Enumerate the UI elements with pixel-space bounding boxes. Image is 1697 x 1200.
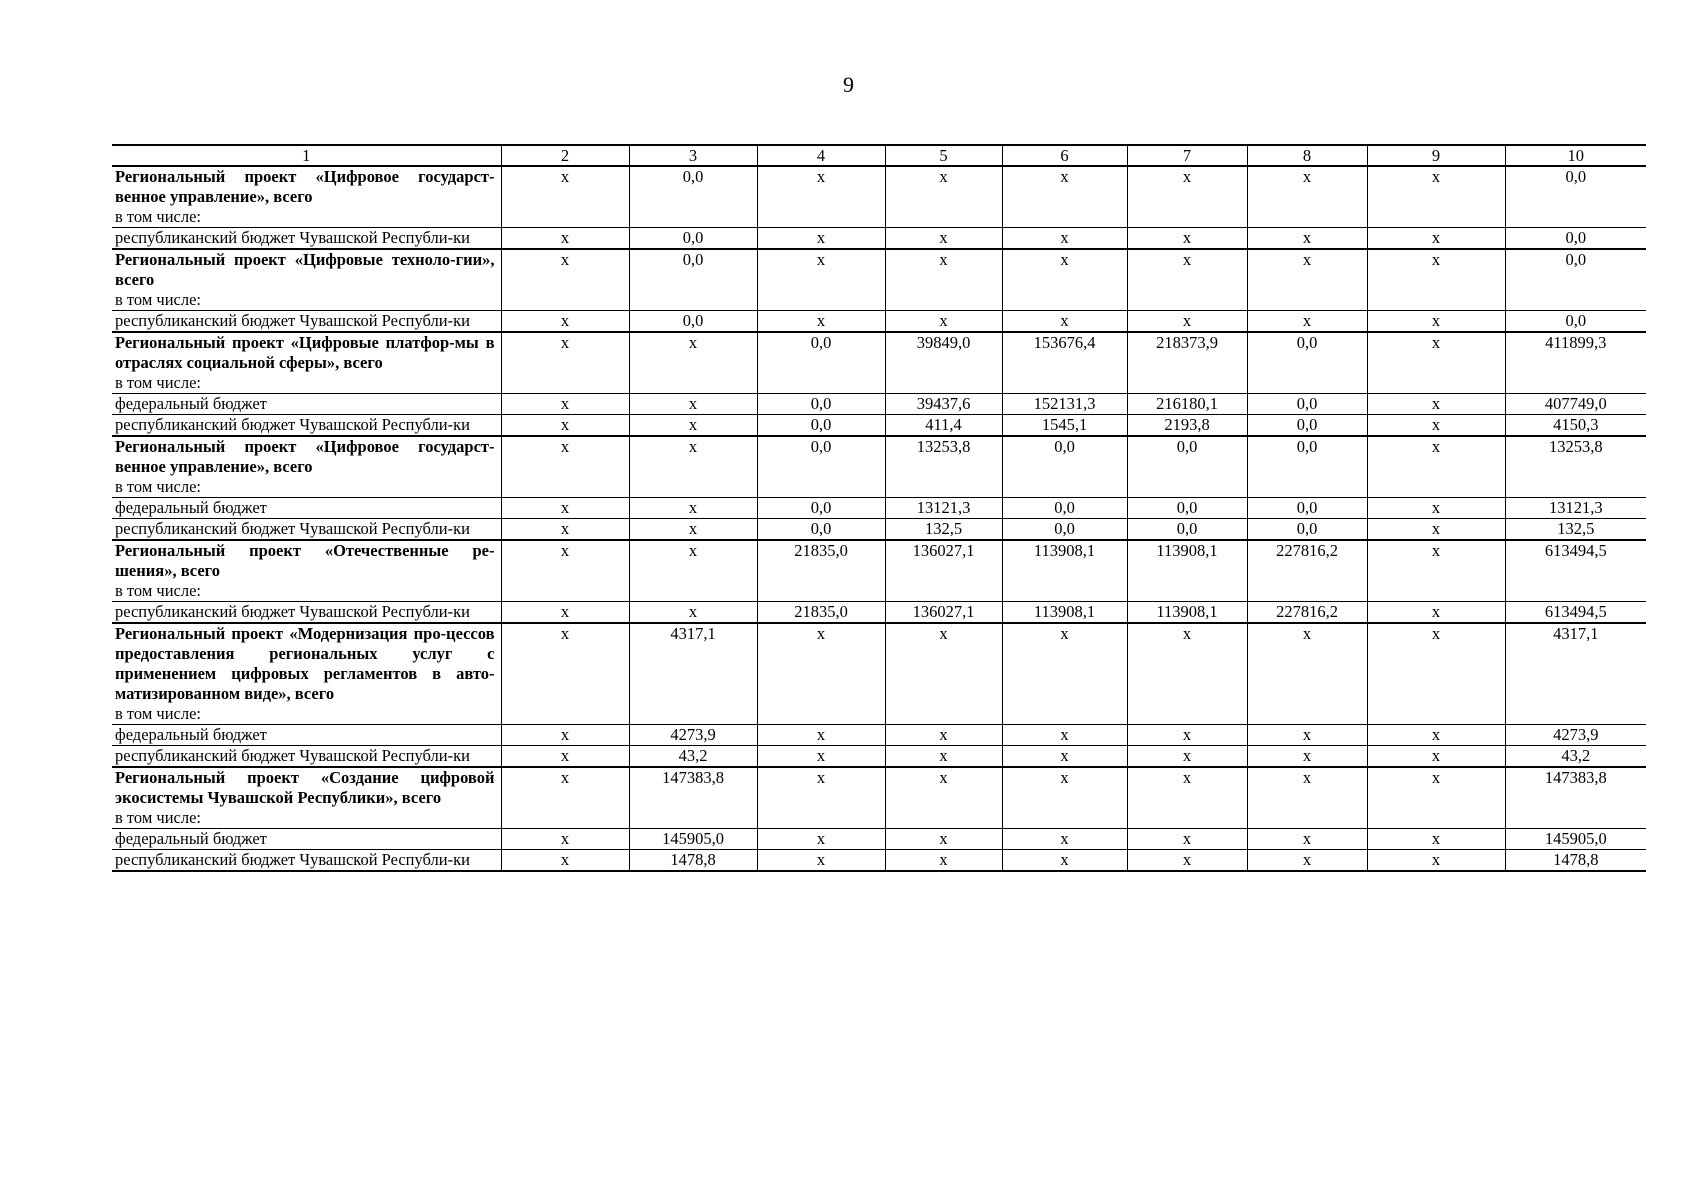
including-note: в том числе: <box>115 373 202 392</box>
column-header-7: 7 <box>1127 145 1247 166</box>
cell-col-9: х <box>1367 311 1505 333</box>
budget-source: республиканский бюджет Чувашской Республи-ки <box>115 415 470 434</box>
cell-col-5: х <box>885 228 1002 250</box>
cell-col-2: х <box>501 767 629 829</box>
cell-col-6: 153676,4 <box>1002 332 1127 394</box>
cell-col-8: х <box>1247 311 1367 333</box>
budget-source: федеральный бюджет <box>115 725 267 744</box>
row-label <box>112 602 501 624</box>
cell-col-9: х <box>1367 394 1505 415</box>
column-header-2: 2 <box>501 145 629 166</box>
cell-col-10: 411899,3 <box>1505 332 1646 394</box>
cell-col-9: х <box>1367 540 1505 602</box>
table-row <box>112 498 1646 519</box>
cell-col-5: х <box>885 746 1002 768</box>
cell-col-6: 113908,1 <box>1002 540 1127 602</box>
cell-col-9: х <box>1367 602 1505 624</box>
cell-col-4: 0,0 <box>757 436 885 498</box>
cell-col-9: х <box>1367 166 1505 228</box>
column-header-8: 8 <box>1247 145 1367 166</box>
cell-col-5: 13121,3 <box>885 498 1002 519</box>
cell-col-10: 4150,3 <box>1505 415 1646 437</box>
cell-col-8: х <box>1247 850 1367 872</box>
cell-col-8: х <box>1247 249 1367 311</box>
cell-col-8: 0,0 <box>1247 498 1367 519</box>
cell-col-4: 21835,0 <box>757 540 885 602</box>
cell-col-6: х <box>1002 850 1127 872</box>
row-label <box>112 540 501 602</box>
cell-col-10: 4273,9 <box>1505 725 1646 746</box>
cell-col-5: х <box>885 166 1002 228</box>
cell-col-3: 0,0 <box>629 249 757 311</box>
budget-table <box>112 144 1646 872</box>
cell-col-2: х <box>501 436 629 498</box>
cell-col-8: 0,0 <box>1247 332 1367 394</box>
row-label <box>112 249 501 311</box>
cell-col-6: х <box>1002 166 1127 228</box>
including-note: в том числе: <box>115 477 202 496</box>
cell-col-9: х <box>1367 623 1505 725</box>
cell-col-3: 0,0 <box>629 228 757 250</box>
including-note: в том числе: <box>115 207 202 226</box>
cell-col-7: х <box>1127 829 1247 850</box>
cell-col-9: х <box>1367 519 1505 541</box>
cell-col-3: х <box>629 540 757 602</box>
cell-col-2: х <box>501 498 629 519</box>
cell-col-5: х <box>885 623 1002 725</box>
cell-col-2: х <box>501 166 629 228</box>
cell-col-3: х <box>629 602 757 624</box>
cell-col-9: х <box>1367 850 1505 872</box>
cell-col-6: 113908,1 <box>1002 602 1127 624</box>
cell-col-8: х <box>1247 725 1367 746</box>
cell-col-10: 1478,8 <box>1505 850 1646 872</box>
cell-col-8: 0,0 <box>1247 519 1367 541</box>
cell-col-4: 0,0 <box>757 394 885 415</box>
budget-source: республиканский бюджет Чувашской Республи-ки <box>115 311 470 330</box>
project-title: Региональный проект «Модернизация про-цессов предоставления региональных услуг с применением цифровых регламентов в авто-матизированном виде», всего <box>115 624 495 703</box>
cell-col-6: х <box>1002 228 1127 250</box>
cell-col-7: х <box>1127 725 1247 746</box>
table-row <box>112 829 1646 850</box>
cell-col-10: 132,5 <box>1505 519 1646 541</box>
cell-col-7: 113908,1 <box>1127 540 1247 602</box>
cell-col-2: х <box>501 602 629 624</box>
cell-col-3: х <box>629 519 757 541</box>
cell-col-7: х <box>1127 228 1247 250</box>
cell-col-10: 13121,3 <box>1505 498 1646 519</box>
table-body <box>112 166 1646 871</box>
cell-col-2: х <box>501 228 629 250</box>
including-note: в том числе: <box>115 808 202 827</box>
cell-col-9: х <box>1367 436 1505 498</box>
cell-col-9: х <box>1367 767 1505 829</box>
column-header-6: 6 <box>1002 145 1127 166</box>
budget-source: федеральный бюджет <box>115 498 267 517</box>
row-label <box>112 829 501 850</box>
cell-col-8: 227816,2 <box>1247 540 1367 602</box>
row-label <box>112 394 501 415</box>
cell-col-7: 113908,1 <box>1127 602 1247 624</box>
cell-col-7: 0,0 <box>1127 498 1247 519</box>
cell-col-10: 147383,8 <box>1505 767 1646 829</box>
table-row <box>112 519 1646 541</box>
cell-col-7: х <box>1127 166 1247 228</box>
cell-col-6: х <box>1002 249 1127 311</box>
cell-col-3: 4317,1 <box>629 623 757 725</box>
cell-col-2: х <box>501 519 629 541</box>
column-header-5: 5 <box>885 145 1002 166</box>
cell-col-2: х <box>501 311 629 333</box>
column-header-3: 3 <box>629 145 757 166</box>
cell-col-5: 411,4 <box>885 415 1002 437</box>
cell-col-3: 0,0 <box>629 311 757 333</box>
project-title: Региональный проект «Цифровые техноло-гии», всего <box>115 250 495 289</box>
cell-col-8: 0,0 <box>1247 394 1367 415</box>
table-row <box>112 228 1646 250</box>
cell-col-5: х <box>885 311 1002 333</box>
row-label <box>112 519 501 541</box>
header-row <box>112 145 1646 166</box>
cell-col-5: х <box>885 249 1002 311</box>
column-header-4: 4 <box>757 145 885 166</box>
page-number: 9 <box>843 72 854 97</box>
cell-col-3: х <box>629 498 757 519</box>
cell-col-5: 39437,6 <box>885 394 1002 415</box>
table-row <box>112 767 1646 829</box>
cell-col-9: х <box>1367 228 1505 250</box>
table-row <box>112 415 1646 437</box>
table-row <box>112 850 1646 872</box>
cell-col-5: 136027,1 <box>885 602 1002 624</box>
cell-col-6: 0,0 <box>1002 498 1127 519</box>
cell-col-10: 613494,5 <box>1505 602 1646 624</box>
table-row <box>112 746 1646 768</box>
cell-col-5: 136027,1 <box>885 540 1002 602</box>
cell-col-8: х <box>1247 829 1367 850</box>
table-row <box>112 436 1646 498</box>
table-row <box>112 394 1646 415</box>
project-title: Региональный проект «Цифровое государст-венное управление», всего <box>115 167 495 206</box>
table-row <box>112 623 1646 725</box>
row-label <box>112 332 501 394</box>
budget-source: республиканский бюджет Чувашской Республи-ки <box>115 850 470 869</box>
column-header-9: 9 <box>1367 145 1505 166</box>
cell-col-7: 216180,1 <box>1127 394 1247 415</box>
cell-col-10: 43,2 <box>1505 746 1646 768</box>
cell-col-7: 0,0 <box>1127 519 1247 541</box>
cell-col-7: х <box>1127 311 1247 333</box>
cell-col-9: х <box>1367 415 1505 437</box>
row-label <box>112 311 501 333</box>
cell-col-4: х <box>757 311 885 333</box>
cell-col-6: 152131,3 <box>1002 394 1127 415</box>
budget-source: республиканский бюджет Чувашской Республи-ки <box>115 228 470 247</box>
cell-col-4: х <box>757 850 885 872</box>
cell-col-3: х <box>629 332 757 394</box>
row-label <box>112 767 501 829</box>
project-title: Региональный проект «Отечественные ре-шения», всего <box>115 541 495 580</box>
cell-col-8: х <box>1247 746 1367 768</box>
cell-col-4: х <box>757 725 885 746</box>
cell-col-8: 0,0 <box>1247 415 1367 437</box>
row-label <box>112 166 501 228</box>
cell-col-3: х <box>629 394 757 415</box>
cell-col-8: 227816,2 <box>1247 602 1367 624</box>
cell-col-7: х <box>1127 767 1247 829</box>
table-row <box>112 602 1646 624</box>
cell-col-2: х <box>501 746 629 768</box>
row-label <box>112 623 501 725</box>
cell-col-10: 613494,5 <box>1505 540 1646 602</box>
table-row <box>112 249 1646 311</box>
cell-col-9: х <box>1367 498 1505 519</box>
cell-col-7: х <box>1127 850 1247 872</box>
cell-col-9: х <box>1367 746 1505 768</box>
cell-col-9: х <box>1367 249 1505 311</box>
cell-col-4: х <box>757 166 885 228</box>
cell-col-2: х <box>501 249 629 311</box>
cell-col-6: х <box>1002 767 1127 829</box>
cell-col-6: 0,0 <box>1002 436 1127 498</box>
cell-col-5: х <box>885 725 1002 746</box>
table-row <box>112 332 1646 394</box>
budget-source: республиканский бюджет Чувашской Республи-ки <box>115 519 470 538</box>
cell-col-3: 43,2 <box>629 746 757 768</box>
cell-col-2: х <box>501 850 629 872</box>
cell-col-6: х <box>1002 725 1127 746</box>
cell-col-5: 13253,8 <box>885 436 1002 498</box>
cell-col-7: 2193,8 <box>1127 415 1247 437</box>
cell-col-7: х <box>1127 249 1247 311</box>
cell-col-5: х <box>885 829 1002 850</box>
budget-source: федеральный бюджет <box>115 829 267 848</box>
row-label <box>112 498 501 519</box>
cell-col-9: х <box>1367 332 1505 394</box>
cell-col-5: 132,5 <box>885 519 1002 541</box>
cell-col-8: х <box>1247 166 1367 228</box>
cell-col-3: 0,0 <box>629 166 757 228</box>
cell-col-7: х <box>1127 623 1247 725</box>
table-row <box>112 725 1646 746</box>
cell-col-7: х <box>1127 746 1247 768</box>
cell-col-2: х <box>501 623 629 725</box>
cell-col-5: х <box>885 850 1002 872</box>
cell-col-6: х <box>1002 829 1127 850</box>
cell-col-4: 21835,0 <box>757 602 885 624</box>
cell-col-7: 0,0 <box>1127 436 1247 498</box>
cell-col-5: х <box>885 767 1002 829</box>
row-label <box>112 850 501 872</box>
cell-col-9: х <box>1367 829 1505 850</box>
budget-source: республиканский бюджет Чувашской Республи-ки <box>115 602 470 621</box>
cell-col-4: х <box>757 767 885 829</box>
cell-col-2: х <box>501 725 629 746</box>
cell-col-3: 147383,8 <box>629 767 757 829</box>
cell-col-10: 407749,0 <box>1505 394 1646 415</box>
cell-col-6: х <box>1002 746 1127 768</box>
cell-col-4: х <box>757 829 885 850</box>
cell-col-4: х <box>757 746 885 768</box>
table-row <box>112 166 1646 228</box>
cell-col-4: х <box>757 623 885 725</box>
cell-col-7: 218373,9 <box>1127 332 1247 394</box>
project-title: Региональный проект «Цифровые платфор-мы в отраслях социальной сферы», всего <box>115 333 495 372</box>
cell-col-2: х <box>501 394 629 415</box>
cell-col-3: 145905,0 <box>629 829 757 850</box>
table-row <box>112 540 1646 602</box>
cell-col-3: 1478,8 <box>629 850 757 872</box>
cell-col-8: х <box>1247 228 1367 250</box>
project-title: Региональный проект «Создание цифровой экосистемы Чувашской Республики», всего <box>115 768 495 807</box>
row-label <box>112 228 501 250</box>
cell-col-10: 0,0 <box>1505 166 1646 228</box>
cell-col-6: 0,0 <box>1002 519 1127 541</box>
budget-source: федеральный бюджет <box>115 394 267 413</box>
cell-col-10: 0,0 <box>1505 311 1646 333</box>
project-title: Региональный проект «Цифровое государст-венное управление», всего <box>115 437 495 476</box>
table-row <box>112 311 1646 333</box>
budget-source: республиканский бюджет Чувашской Республи-ки <box>115 746 470 765</box>
cell-col-9: х <box>1367 725 1505 746</box>
including-note: в том числе: <box>115 290 202 309</box>
column-header-10: 10 <box>1505 145 1646 166</box>
cell-col-4: 0,0 <box>757 519 885 541</box>
cell-col-3: 4273,9 <box>629 725 757 746</box>
cell-col-2: х <box>501 829 629 850</box>
cell-col-2: х <box>501 540 629 602</box>
column-header-1: 1 <box>112 145 501 166</box>
cell-col-4: 0,0 <box>757 415 885 437</box>
cell-col-10: 0,0 <box>1505 249 1646 311</box>
cell-col-3: х <box>629 415 757 437</box>
cell-col-4: х <box>757 228 885 250</box>
cell-col-4: х <box>757 249 885 311</box>
cell-col-6: х <box>1002 623 1127 725</box>
cell-col-3: х <box>629 436 757 498</box>
cell-col-10: 0,0 <box>1505 228 1646 250</box>
row-label <box>112 725 501 746</box>
cell-col-10: 4317,1 <box>1505 623 1646 725</box>
cell-col-10: 13253,8 <box>1505 436 1646 498</box>
cell-col-4: 0,0 <box>757 498 885 519</box>
cell-col-8: х <box>1247 623 1367 725</box>
row-label <box>112 415 501 437</box>
cell-col-8: х <box>1247 767 1367 829</box>
cell-col-6: х <box>1002 311 1127 333</box>
cell-col-5: 39849,0 <box>885 332 1002 394</box>
cell-col-6: 1545,1 <box>1002 415 1127 437</box>
row-label <box>112 746 501 768</box>
including-note: в том числе: <box>115 704 202 723</box>
cell-col-8: 0,0 <box>1247 436 1367 498</box>
cell-col-2: х <box>501 415 629 437</box>
including-note: в том числе: <box>115 581 202 600</box>
cell-col-4: 0,0 <box>757 332 885 394</box>
cell-col-2: х <box>501 332 629 394</box>
cell-col-10: 145905,0 <box>1505 829 1646 850</box>
row-label <box>112 436 501 498</box>
